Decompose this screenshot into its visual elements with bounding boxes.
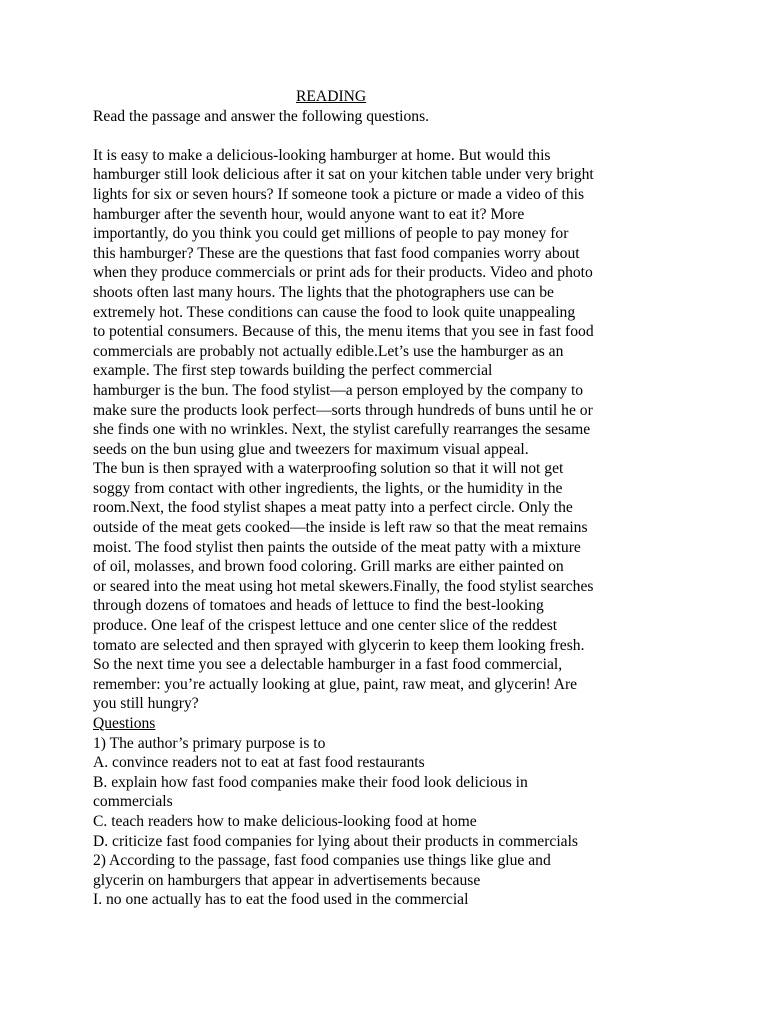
- passage-line: tomato are selected and then sprayed with glycerin to keep them looking fresh.: [93, 636, 585, 654]
- question-line: B. explain how fast food companies make their food look delicious in: [93, 773, 528, 791]
- passage-line: The bun is then sprayed with a waterproofing solution so that it will not get: [93, 460, 564, 478]
- passage-line: seeds on the bun using glue and tweezers for maximum visual appeal.: [93, 440, 529, 458]
- passage-line: room.Next, the food stylist shapes a meat patty into a perfect circle. Only the: [93, 499, 573, 517]
- passage-line: produce. One leaf of the crispest lettuce and one center slice of the reddest: [93, 617, 558, 635]
- question-line: 2) According to the passage, fast food companies use things like glue and: [93, 852, 551, 870]
- passage-line: this hamburger? These are the questions that fast food companies worry about: [93, 244, 580, 262]
- questions: [93, 734, 713, 910]
- blank-line: [93, 126, 713, 146]
- questions-heading: Questions: [93, 715, 156, 732]
- passage-line: commercials are probably not actually edible.Let’s use the hamburger as an: [93, 342, 564, 360]
- question-line: commercials: [93, 793, 173, 811]
- passage-line: example. The first step towards building the perfect commercial: [93, 362, 493, 380]
- passage-line: to potential consumers. Because of this, the menu items that you see in fast food: [93, 323, 594, 341]
- document-title: READING: [296, 88, 367, 105]
- passage-line: So the next time you see a delectable hamburger in a fast food commercial,: [93, 656, 563, 674]
- passage-line: hamburger still look delicious after it sat on your kitchen table under very bright: [93, 166, 594, 184]
- passage-line: It is easy to make a delicious-looking hamburger at home. But would this: [93, 146, 551, 164]
- passage-line: or seared into the meat using hot metal skewers.Finally, the food stylist searches: [93, 577, 594, 595]
- question-line: A. convince readers not to eat at fast food restaurants: [93, 754, 425, 772]
- passage-line: of oil, molasses, and brown food coloring. Grill marks are either painted on: [93, 558, 564, 576]
- passage-line: when they produce commercials or print ads for their products. Video and photo: [93, 264, 593, 282]
- passage: [93, 146, 713, 714]
- passage-line: remember: you’re actually looking at glue, paint, raw meat, and glycerin! Are: [93, 675, 578, 693]
- question-line: D. criticize fast food companies for lying about their products in commercials: [93, 832, 578, 850]
- document-page: [93, 87, 713, 910]
- question-line: glycerin on hamburgers that appear in advertisements because: [93, 871, 481, 889]
- passage-line: moist. The food stylist then paints the outside of the meat patty with a mixture: [93, 538, 581, 556]
- passage-line: extremely hot. These conditions can cause the food to look quite unappealing: [93, 303, 576, 321]
- passage-line: shoots often last many hours. The lights that the photographers use can be: [93, 283, 554, 301]
- passage-line: hamburger is the bun. The food stylist—a person employed by the company to: [93, 381, 584, 399]
- question-line: 1) The author’s primary purpose is to: [93, 734, 326, 752]
- passage-line: soggy from contact with other ingredients, the lights, or the humidity in the: [93, 479, 563, 497]
- instruction-text: Read the passage and answer the following questions.: [93, 107, 430, 125]
- question-line: C. teach readers how to make delicious-looking food at home: [93, 812, 477, 830]
- passage-line: she finds one with no wrinkles. Next, the stylist carefully rearranges the sesame: [93, 421, 591, 439]
- passage-line: importantly, do you think you could get millions of people to pay money for: [93, 225, 569, 243]
- passage-line: hamburger after the seventh hour, would anyone want to eat it? More: [93, 205, 525, 223]
- question-line: I. no one actually has to eat the food used in the commercial: [93, 891, 469, 909]
- passage-line: you still hungry?: [93, 695, 199, 713]
- passage-line: outside of the meat gets cooked—the inside is left raw so that the meat remains: [93, 519, 588, 537]
- passage-line: lights for six or seven hours? If someone took a picture or made a video of this: [93, 185, 585, 203]
- passage-line: through dozens of tomatoes and heads of lettuce to find the best-looking: [93, 597, 544, 615]
- passage-line: make sure the products look perfect—sorts through hundreds of buns until he or: [93, 401, 593, 419]
